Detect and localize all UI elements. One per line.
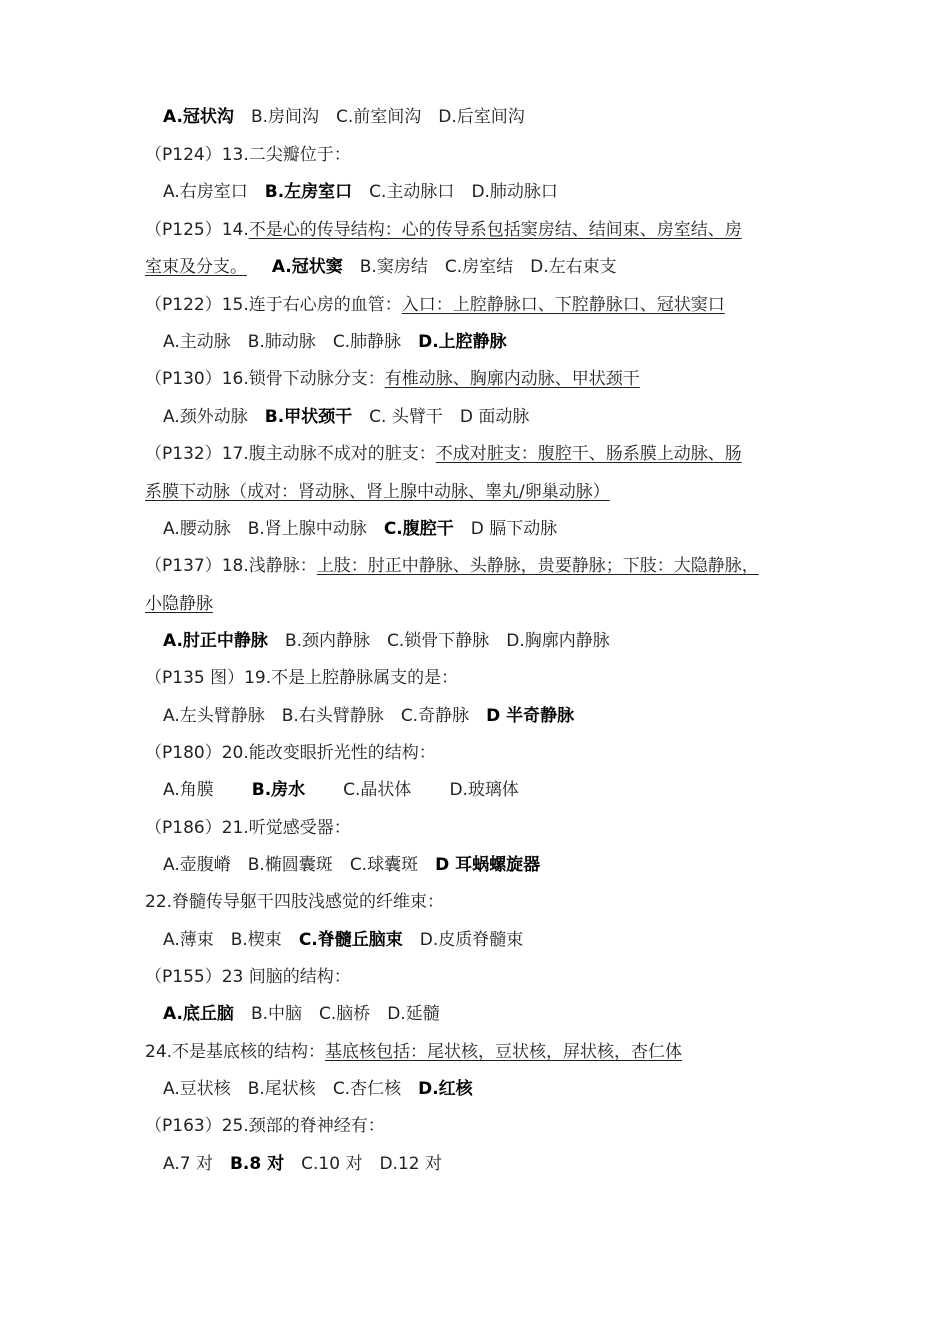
q25-option: A.7 对 bbox=[163, 1154, 213, 1174]
q13-option: B.左房室口 bbox=[264, 182, 353, 202]
q16-question: （P130）16.锁骨下动脉分支： bbox=[145, 369, 385, 389]
q25-option: B.8 对 bbox=[229, 1154, 285, 1174]
q22-option: A.薄束 bbox=[163, 930, 214, 950]
q13-option: D.肺动脉口 bbox=[471, 182, 558, 202]
q12-options bbox=[163, 106, 812, 128]
q18-stem bbox=[145, 555, 812, 577]
q25-option: C.10 对 bbox=[301, 1154, 363, 1174]
q21-option: A.壶腹嵴 bbox=[163, 855, 231, 875]
q21-stem: （P186）21.听觉感受器： bbox=[145, 818, 351, 838]
q23-stem: （P155）23 间脑的结构： bbox=[145, 967, 351, 987]
q17-note: 系膜下动脉（成对：肾动脉、肾上腺中动脉、睾丸/卵巢动脉） bbox=[145, 482, 610, 502]
q16-note: 有椎动脉、胸廓内动脉、甲状颈干 bbox=[384, 369, 640, 389]
q17-continuation bbox=[145, 481, 812, 503]
q14-option: B.窦房结 bbox=[359, 257, 428, 277]
q19-option: A.左头臂静脉 bbox=[163, 706, 265, 726]
q16-stem bbox=[145, 368, 812, 390]
q22-option: D.皮质脊髓束 bbox=[419, 930, 524, 950]
q13-options bbox=[163, 181, 812, 203]
q18-option: C.锁骨下静脉 bbox=[387, 631, 490, 651]
q18-option: B.颈内静脉 bbox=[284, 631, 371, 651]
q16-options bbox=[163, 406, 812, 428]
q17-option: D 膈下动脉 bbox=[470, 519, 558, 539]
q24-option: D.红核 bbox=[418, 1079, 473, 1099]
q14-option: C.房室结 bbox=[444, 257, 514, 277]
q17-option: B.肾上腺中动脉 bbox=[247, 519, 367, 539]
q23-options bbox=[163, 1003, 812, 1025]
q23-option: B.中脑 bbox=[250, 1004, 303, 1024]
q17-options bbox=[163, 518, 812, 540]
q20-option: B.房水 bbox=[251, 780, 306, 800]
q24-option: A.豆状核 bbox=[163, 1079, 231, 1099]
q18-note: 上肢：肘正中静脉、头静脉，贵要静脉；下肢：大隐静脉， bbox=[316, 556, 759, 576]
q14-stem bbox=[145, 219, 812, 241]
q17-option: A.腰动脉 bbox=[163, 519, 231, 539]
q18-note: 小隐静脉 bbox=[145, 594, 213, 614]
q21-option: C.球囊斑 bbox=[349, 855, 419, 875]
q19-option: C.奇静脉 bbox=[400, 706, 470, 726]
q14-note: 不是心的传导结构：心的传导系包括窦房结、结间束、房室结、房 bbox=[248, 220, 742, 240]
q15-option: B.肺动脉 bbox=[247, 332, 316, 352]
q19-option: B.右头臂静脉 bbox=[281, 706, 384, 726]
q14-prefix: （P125）14. bbox=[145, 220, 249, 240]
q13-option: C.主动脉口 bbox=[369, 182, 455, 202]
q16-option: C. 头臂干 bbox=[369, 407, 443, 427]
q12-option: B.房间沟 bbox=[250, 107, 320, 127]
q13-stem: （P124）13.二尖瓣位于： bbox=[145, 145, 351, 165]
q18-question: （P137）18.浅静脉： bbox=[145, 556, 317, 576]
q22-option: C.脊髓丘脑束 bbox=[298, 930, 403, 950]
q18-continuation bbox=[145, 593, 812, 615]
q21-option: D 耳蜗螺旋器 bbox=[435, 855, 541, 875]
q19-stem: （P135 图）19.不是上腔静脉属支的是： bbox=[145, 668, 459, 688]
q23-option: A.底丘脑 bbox=[163, 1004, 234, 1024]
q24-stem bbox=[145, 1041, 812, 1063]
q22-options bbox=[163, 929, 812, 951]
q16-option: D 面动脉 bbox=[459, 407, 530, 427]
q25-option: D.12 对 bbox=[379, 1154, 442, 1174]
q17-option: C.腹腔干 bbox=[383, 519, 454, 539]
q21-option: B.椭圆囊斑 bbox=[247, 855, 333, 875]
q25-stem: （P163）25.颈部的脊神经有： bbox=[145, 1116, 385, 1136]
q12-option: C.前室间沟 bbox=[336, 107, 422, 127]
q24-options bbox=[163, 1078, 812, 1100]
q22-stem: 22.脊髓传导躯干四肢浅感觉的纤维束： bbox=[145, 892, 445, 912]
q17-stem bbox=[145, 443, 812, 465]
q23-option: C.脑桥 bbox=[319, 1004, 371, 1024]
q18-option: D.胸廓内静脉 bbox=[506, 631, 610, 651]
q23-option: D.延髓 bbox=[387, 1004, 440, 1024]
q18-options bbox=[163, 630, 812, 652]
q14-continuation bbox=[145, 256, 812, 278]
q15-options bbox=[163, 331, 812, 353]
q20-options bbox=[163, 779, 812, 801]
q22-option: B.楔束 bbox=[230, 930, 282, 950]
q15-note: 入口：上腔静脉口、下腔静脉口、冠状窦口 bbox=[401, 295, 725, 315]
q12-option: D.后室间沟 bbox=[438, 107, 525, 127]
q14-option: D.左右束支 bbox=[530, 257, 617, 277]
q15-option: A.主动脉 bbox=[163, 332, 231, 352]
q20-stem: （P180）20.能改变眼折光性的结构： bbox=[145, 743, 436, 763]
q19-options bbox=[163, 705, 812, 727]
q21-options bbox=[163, 854, 812, 876]
q18-option: A.肘正中静脉 bbox=[163, 631, 268, 651]
q15-question: （P122）15.连于右心房的血管： bbox=[145, 295, 402, 315]
q19-option: D 半奇静脉 bbox=[486, 706, 575, 726]
q14-note: 室束及分支。 bbox=[145, 257, 247, 277]
q16-option: A.颈外动脉 bbox=[163, 407, 248, 427]
q24-note: 基底核包括：尾状核，豆状核，屏状核，杏仁体 bbox=[325, 1042, 683, 1062]
q17-question: （P132）17.腹主动脉不成对的脏支： bbox=[145, 444, 436, 464]
q20-option: D.玻璃体 bbox=[449, 780, 519, 800]
q20-option: A.角膜 bbox=[163, 780, 214, 800]
q13-option: A.右房室口 bbox=[163, 182, 248, 202]
q15-option: C.肺静脉 bbox=[332, 332, 402, 352]
q17-note: 不成对脏支：腹腔干、肠系膜上动脉、肠 bbox=[435, 444, 742, 464]
q15-stem bbox=[145, 294, 812, 316]
q24-option: B.尾状核 bbox=[247, 1079, 316, 1099]
q25-options bbox=[163, 1153, 812, 1175]
q12-option: A.冠状沟 bbox=[163, 107, 234, 127]
q20-option: C.晶状体 bbox=[343, 780, 412, 800]
q15-option: D.上腔静脉 bbox=[418, 332, 507, 352]
q16-option: B.甲状颈干 bbox=[264, 407, 353, 427]
q24-question: 24.不是基底核的结构： bbox=[145, 1042, 326, 1062]
q14-option: A.冠状窦 bbox=[271, 257, 343, 277]
q24-option: C.杏仁核 bbox=[332, 1079, 402, 1099]
